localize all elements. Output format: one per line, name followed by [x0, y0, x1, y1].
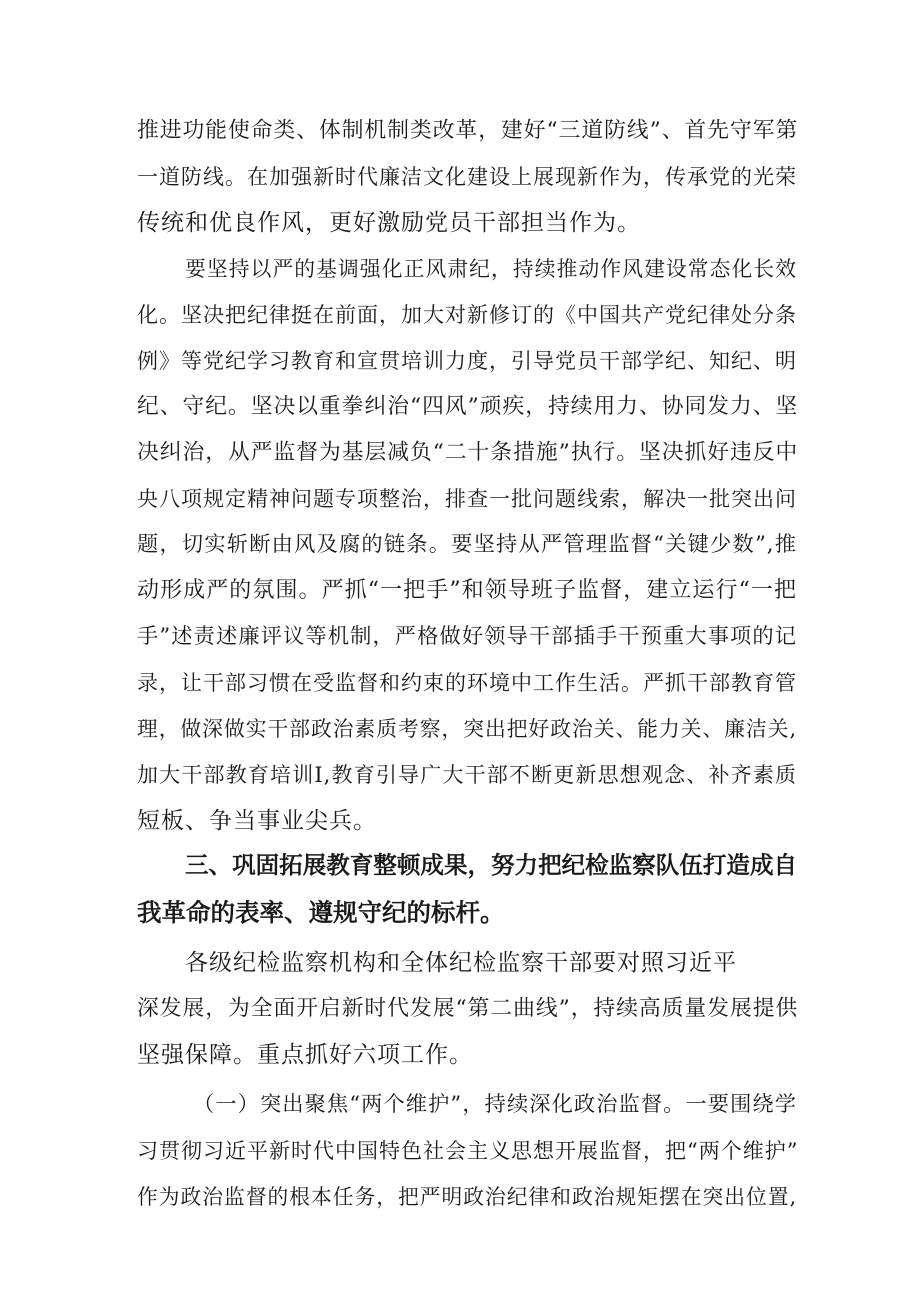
text-line: 手”述责述廉评议等机制，严格做好领导干部插手干预重大事项的记 [137, 624, 797, 649]
section-heading: 三、巩固拓展教育整顿成果，努力把纪检监察队伍打造成自 [185, 851, 797, 879]
text-line: 央八项规定精神问题专项整治，排查一批问题线索，解决一批突出问 [137, 487, 797, 511]
text-line: 短板、争当事业尖兵。 [137, 808, 377, 834]
text-line: 作为政治监督的根本任务，把严明政治纪律和政治规矩摆在突出位置, [137, 1185, 798, 1209]
text-line: 纪、守纪。坚决以重拳纠治“四风”顽疾，持续用力、协同发力、坚 [137, 394, 799, 419]
text-line: 一道防线。在加强新时代廉洁文化建设上展现新作为，传承党的光荣 [137, 165, 797, 189]
text-line: 各级纪检监察机构和全体纪检监察干部要对照习近平 [185, 950, 737, 976]
text-line: 例》等党纪学习教育和宣贯培训力度，引导党员干部学纪、知纪、明 [137, 349, 797, 373]
text-line: 决纠治，从严监督为基层减负“二十条措施”执行。坚决抓好违反中 [137, 440, 799, 465]
text-line: 坚强保障。重点抓好六项工作。 [137, 1042, 473, 1068]
text-line: 习贯彻习近平新时代中国特色社会主义思想开展监督，把“两个维护” [137, 1139, 799, 1163]
text-line: 加大干部教育培训I,教育引导广大干部不断更新思想观念、补齐素质 [137, 763, 797, 787]
text-line: 推进功能使命类、体制机制类改革，建好“三道防线”、首先守军第 [137, 118, 799, 143]
text-line: 深发展，为全面开启新时代发展“第二曲线”，持续高质量发展提供 [137, 996, 799, 1021]
section-heading: 我革命的表率、遵规守纪的标杆。 [137, 898, 505, 927]
text-line: 化。坚决把纪律挺在前面，加大对新修订的《中国共产党纪律处分条 [137, 303, 797, 327]
text-line: 传统和优良作风，更好激励党员干部担当作为。 [137, 210, 641, 236]
text-line: 动形成严的氛围。严抓“一把手”和领导班子监督，建立运行“一把 [137, 578, 797, 603]
text-line: 录，让干部习惯在受监督和约束的环境中工作生活。严抓干部教育管 [137, 671, 797, 695]
text-line: 理，做深做实干部政治素质考察，突出把好政治关、能力关、廉洁关, [137, 717, 798, 741]
text-line: （一）突出聚焦“两个维护”，持续深化政治监督。一要围绕学 [193, 1092, 797, 1117]
text-line: 要坚持以严的基调强化正风肃纪，持续推动作风建设常态化长效 [185, 257, 797, 281]
text-line: 题，切实斩断由风及腐的链条。要坚持从严管理监督“关键少数”,推 [137, 532, 797, 557]
